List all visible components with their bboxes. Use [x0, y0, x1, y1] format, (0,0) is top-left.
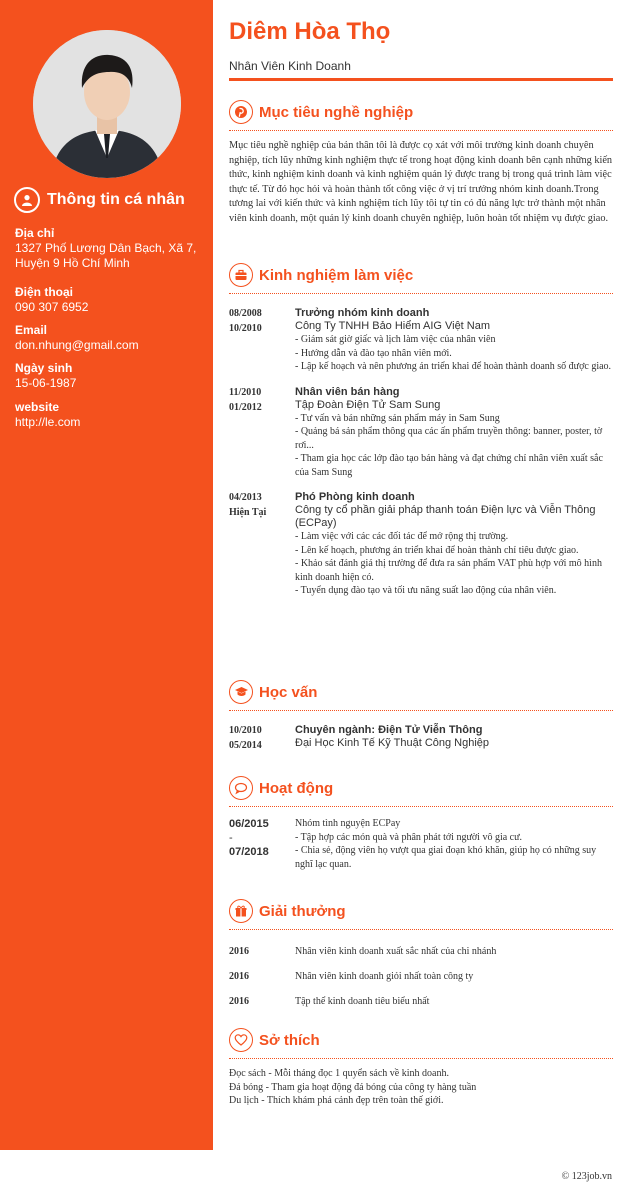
- company-name: Công Ty TNHH Bảo Hiểm AIG Việt Nam: [295, 320, 491, 332]
- date-from: 08/2008: [229, 308, 262, 319]
- activities-title: Hoạt động: [259, 779, 334, 797]
- person-photo: [33, 30, 181, 178]
- experience-section: [229, 261, 613, 598]
- personal-info-heading: [14, 187, 185, 213]
- heart-icon: [229, 1028, 253, 1052]
- award-row: [229, 971, 613, 982]
- email-field: [15, 323, 205, 353]
- phone-value: 090 307 6952: [15, 300, 89, 314]
- birthdate-label: Ngày sinh: [15, 361, 73, 375]
- experience-entry: [229, 385, 613, 480]
- speech-bubble-icon: [229, 776, 253, 800]
- date-from: 04/2013: [229, 492, 262, 503]
- duty-line: - Giám sát giờ giấc và lịch làm việc của nhân viên: [295, 334, 496, 345]
- education-heading: [229, 678, 613, 706]
- award-text: Nhân viên kinh doanh xuất sắc nhất của chi nhánh: [295, 946, 497, 957]
- activity-line: - Tập hợp các món quà và phân phát tới người vô gia cư.: [295, 831, 523, 843]
- date-from: 06/2015: [229, 818, 269, 830]
- hobby-item: Đọc sách - Mỗi tháng đọc 1 quyển sách về kinh doanh.: [229, 1068, 449, 1079]
- section-divider: [229, 1058, 613, 1059]
- date-to: 01/2012: [229, 401, 262, 413]
- section-divider: [229, 806, 613, 807]
- award-year: 2016: [229, 946, 249, 957]
- education-title: Học vấn: [259, 683, 318, 701]
- briefcase-icon: [229, 263, 253, 287]
- objective-text: Mục tiêu nghề nghiệp của bản thân tôi là được cọ xát với môi trường kinh doanh chuyên nghiệp, tích lũy những kinh nghiệm thực tế trong hoạt động kinh doanh bên cạnh những kiến thức, kinh nghiệm kinh doanh và kinh nghiệm quản lý được trang bị trong quá trình làm việc thực tế. Từ đó học hỏi và hoàn thành tốt công việc ở vị trí trưởng nhóm kinh doanh.Trong tương lai với kiến thức và kinh nghiệm tích lũy tôi tự tin có đủ năng lực trở thành một nhân viên kinh doanh, một quản lý kinh doanh chuyên nghiệp, luôn hoàn tốt nhiệm vụ được giao.: [229, 140, 613, 224]
- hobby-item: Đá bóng - Tham gia hoạt động đá bóng của công ty hàng tuần: [229, 1081, 477, 1093]
- avatar: [33, 30, 181, 178]
- major-title: Chuyên ngành: Điện Tử Viễn Thông: [295, 724, 483, 736]
- email-label: Email: [15, 323, 48, 337]
- birthdate-field: [15, 361, 205, 391]
- activities-section: [229, 774, 613, 871]
- date-separator: -: [229, 832, 233, 844]
- experience-entry: [229, 490, 613, 598]
- awards-heading: [229, 897, 613, 925]
- activities-heading: [229, 774, 613, 802]
- date-from: 11/2010: [229, 386, 262, 398]
- section-divider: [229, 929, 613, 930]
- company-name: Công ty cổ phần giải pháp thanh toán Điện lực và Viễn Thông (ECPay): [295, 504, 596, 529]
- activity-entry: [229, 817, 613, 871]
- hobbies-list: [229, 1067, 613, 1108]
- entry-dates: [229, 385, 295, 480]
- phone-field: [15, 285, 205, 315]
- company-name: Tập Đoàn Điện Tử Sam Sung: [295, 398, 441, 411]
- graduation-cap-icon: [229, 680, 253, 704]
- position-title: Nhân viên bán hàng: [295, 385, 400, 398]
- award-year: 2016: [229, 996, 249, 1007]
- experience-title: Kinh nghiệm làm việc: [259, 266, 414, 284]
- school-name: Đại Học Kinh Tế Kỹ Thuật Công Nghiệp: [295, 737, 490, 749]
- duty-line: - Hướng dẫn và đào tạo nhân viên mới.: [295, 347, 452, 359]
- position-title: Phó Phòng kinh doanh: [295, 491, 415, 503]
- duty-line: - Tham gia học các lớp đào tạo bán hàng và đạt chứng chỉ nhân viên xuất sắc của Sam Sung: [295, 453, 603, 478]
- personal-info-title: Thông tin cá nhân: [47, 191, 185, 208]
- objective-title: Mục tiêu nghề nghiệp: [259, 103, 414, 121]
- duty-line: - Khảo sát đánh giá thị trường để đưa ra sản phẩm VAT phù hợp với mô hình kinh doanh hiện có.: [295, 558, 602, 583]
- date-to: 07/2018: [229, 846, 269, 858]
- objective-section: [229, 98, 613, 226]
- duty-line: - Lên kế hoạch, phương án triển khai để hoàn thành chỉ tiêu được giao.: [295, 544, 579, 556]
- candidate-name: Diêm Hòa Thọ: [229, 18, 391, 45]
- duty-line: - Quảng bá sản phẩm thông qua các ấn phẩm truyền thông: banner, poster, tờ rơi...: [295, 426, 603, 451]
- objective-heading: [229, 98, 613, 126]
- position-title: Trưởng nhóm kinh doanh: [295, 307, 430, 319]
- address-value: 1327 Phố Lương Dân Bạch, Xã 7, Huyện 9 Hồ Chí Minh: [15, 241, 197, 270]
- website-field: [15, 400, 205, 430]
- awards-title: Giải thưởng: [259, 902, 346, 920]
- birthdate-value: 15-06-1987: [15, 376, 77, 390]
- job-title: Nhân Viên Kinh Doanh: [229, 59, 351, 73]
- section-divider: [229, 293, 613, 294]
- user-icon: [14, 187, 40, 213]
- address-field: [15, 226, 205, 271]
- entry-dates: [229, 306, 295, 374]
- address-label: Địa chỉ: [15, 226, 55, 240]
- experience-heading: [229, 261, 613, 289]
- section-divider: [229, 130, 613, 131]
- award-row: [229, 996, 613, 1007]
- section-divider: [229, 710, 613, 711]
- award-text: Tập thể kinh doanh tiêu biểu nhất: [295, 996, 430, 1007]
- entry-dates: [229, 817, 295, 871]
- duty-line: - Làm việc với các các đối tác để mở rộng thị trường.: [295, 531, 509, 542]
- hobbies-heading: [229, 1026, 613, 1054]
- pinterest-icon: [229, 100, 253, 124]
- award-year: 2016: [229, 971, 249, 982]
- footer-copyright[interactable]: © 123job.vn: [561, 1171, 612, 1182]
- education-section: [229, 678, 613, 753]
- duty-line: - Lập kế hoạch và nên phương án triển khai để hoàn thành doanh số được giao.: [295, 361, 612, 372]
- duty-line: - Tư vấn và bán những sản phẩm máy in Sam Sung: [295, 412, 500, 424]
- award-row: [229, 946, 613, 957]
- date-to: Hiện Tại: [229, 507, 267, 518]
- hobby-item: Du lịch - Thích khám phá cảnh đẹp trên toàn thế giới.: [229, 1095, 444, 1106]
- experience-entry: [229, 306, 613, 374]
- entry-dates: [229, 490, 295, 598]
- award-text: Nhân viên kinh doanh giỏi nhất toàn công ty: [295, 971, 474, 982]
- entry-dates: [229, 723, 295, 753]
- date-to: 05/2014: [229, 740, 262, 751]
- date-from: 10/2010: [229, 725, 262, 736]
- activity-name: Nhóm tình nguyện ECPay: [295, 818, 401, 829]
- hobbies-section: [229, 1026, 613, 1108]
- header-divider: [229, 78, 613, 81]
- email-value[interactable]: don.nhung@gmail.com: [15, 338, 139, 352]
- website-value[interactable]: http://le.com: [15, 415, 81, 429]
- sidebar: [0, 0, 213, 1150]
- hobbies-title: Sở thích: [259, 1031, 320, 1049]
- date-to: 10/2010: [229, 323, 262, 334]
- gift-icon: [229, 899, 253, 923]
- duty-line: - Tuyển dụng đào tạo và tối ưu năng suất lao động của nhân viên.: [295, 585, 557, 596]
- website-label: website: [15, 400, 60, 414]
- phone-label: Điện thoại: [15, 285, 74, 299]
- activity-line: - Chia sẻ, động viên họ vượt qua giai đoạn khó khăn, giúp họ có những suy nghĩ lạc quan.: [295, 845, 597, 870]
- education-entry: [229, 723, 613, 753]
- awards-section: [229, 897, 613, 1007]
